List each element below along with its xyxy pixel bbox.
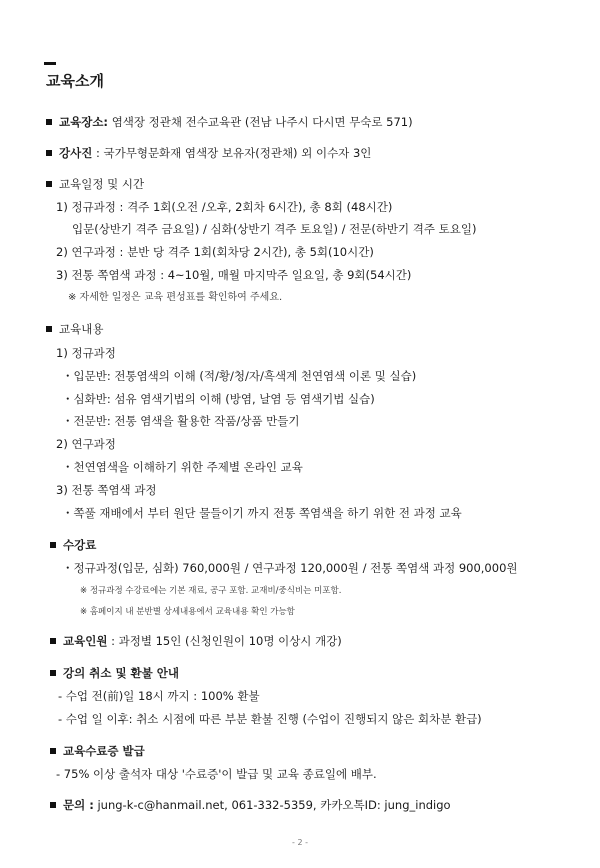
bullet-square-icon (50, 542, 56, 548)
bullet-square-icon (46, 326, 52, 332)
content-line: ・천연염색을 이해하기 위한 주제별 온라인 교육 (62, 460, 303, 474)
content-heading: 교육내용 (46, 322, 103, 336)
fee-line: ・정규과정(입문, 심화) 760,000원 / 연구과정 120,000원 / 전통 쪽염색 과정 900,000원 (62, 561, 518, 575)
schedule-line: 2) 연구과정 : 분반 당 격주 1회(회차당 2시간), 총 5회(10시간) (56, 245, 374, 259)
bullet-square-icon (50, 670, 56, 676)
instructor-label: 강사진 (59, 146, 93, 160)
certificate-heading: 교육수료증 발급 (50, 744, 145, 758)
instructor-text: : 국가무형문화재 염색장 보유자(정관채) 외 이수자 3인 (92, 146, 372, 160)
bullet-square-icon (50, 638, 56, 644)
content-line: ・전문반: 전통 염색을 활용한 작품/상품 만들기 (62, 414, 300, 428)
bullet-square-icon (50, 748, 56, 754)
title-marker (44, 62, 56, 65)
content-line: 1) 정규과정 (56, 346, 116, 360)
refund-heading: 강의 취소 및 환불 안내 (50, 666, 179, 680)
schedule-note: ※ 자세한 일정은 교육 편성표를 확인하여 주세요. (68, 292, 283, 303)
schedule-line: 3) 전통 쪽염색 과정 : 4~10월, 매월 마지막주 일요일, 총 9회(54시간) (56, 268, 412, 282)
contact-label: 문의 : (63, 798, 94, 812)
location-label: 교육장소: (59, 115, 109, 129)
bullet-square-icon (50, 802, 56, 808)
content-line: ・심화반: 섬유 염색기법의 이해 (방염, 날염 등 염색기법 실습) (62, 392, 375, 406)
bullet-square-icon (46, 150, 52, 156)
fee-note: ※ 홈페이지 내 분반별 상세내용에서 교육내용 확인 가능함 (80, 607, 295, 617)
capacity-row (50, 634, 342, 648)
content-line: ・입문반: 전통염색의 이해 (적/황/청/자/흑색계 천연염색 이론 및 실습) (62, 369, 417, 383)
content-line: ・쪽풀 재배에서 부터 원단 물들이기 까지 전통 쪽염색을 하기 위한 전 과정 교육 (62, 506, 462, 520)
content-line: 3) 전통 쪽염색 과정 (56, 483, 157, 497)
page-title: 교육소개 (46, 72, 104, 90)
page-number: - 2 - (292, 838, 308, 847)
certificate-line: - 75% 이상 출석자 대상 '수료증'이 발급 및 교육 종료일에 배부. (56, 767, 377, 781)
refund-line: - 수업 전(前)일 18시 까지 : 100% 환불 (58, 689, 260, 703)
refund-line: - 수업 일 이후: 취소 시점에 따른 부분 환불 진행 (수업이 진행되지 않은 회차분 환급) (58, 712, 482, 726)
bullet-square-icon (46, 181, 52, 187)
bullet-square-icon (46, 119, 52, 125)
content-line: 2) 연구과정 (56, 437, 116, 451)
schedule-line: 1) 정규과정 : 격주 1회(오전 /오후, 2회차 6시간), 총 8회 (48시간) (56, 200, 393, 214)
contact-row (50, 798, 451, 812)
fee-note: ※ 정규과정 수강료에는 기본 재료, 공구 포함. 교재비/중식비는 미포함. (80, 586, 342, 596)
location-row (46, 115, 413, 129)
location-text: 염색장 정관채 전수교육관 (전남 나주시 다시면 무숙로 571) (108, 115, 413, 129)
contact-text[interactable]: jung-k-c@hanmail.net, 061-332-5359, 카카오톡ID: jung_indigo (93, 798, 451, 812)
schedule-heading: 교육일정 및 시간 (46, 177, 144, 191)
schedule-line: 입문(상반기 격주 금요일) / 심화(상반기 격주 토요일) / 전문(하반기 격주 토요일) (72, 222, 477, 236)
capacity-text: : 과정별 15인 (신청인원이 10명 이상시 개강) (107, 634, 342, 648)
instructor-row (46, 146, 371, 160)
capacity-label: 교육인원 (63, 634, 108, 648)
fee-heading: 수강료 (50, 538, 96, 552)
